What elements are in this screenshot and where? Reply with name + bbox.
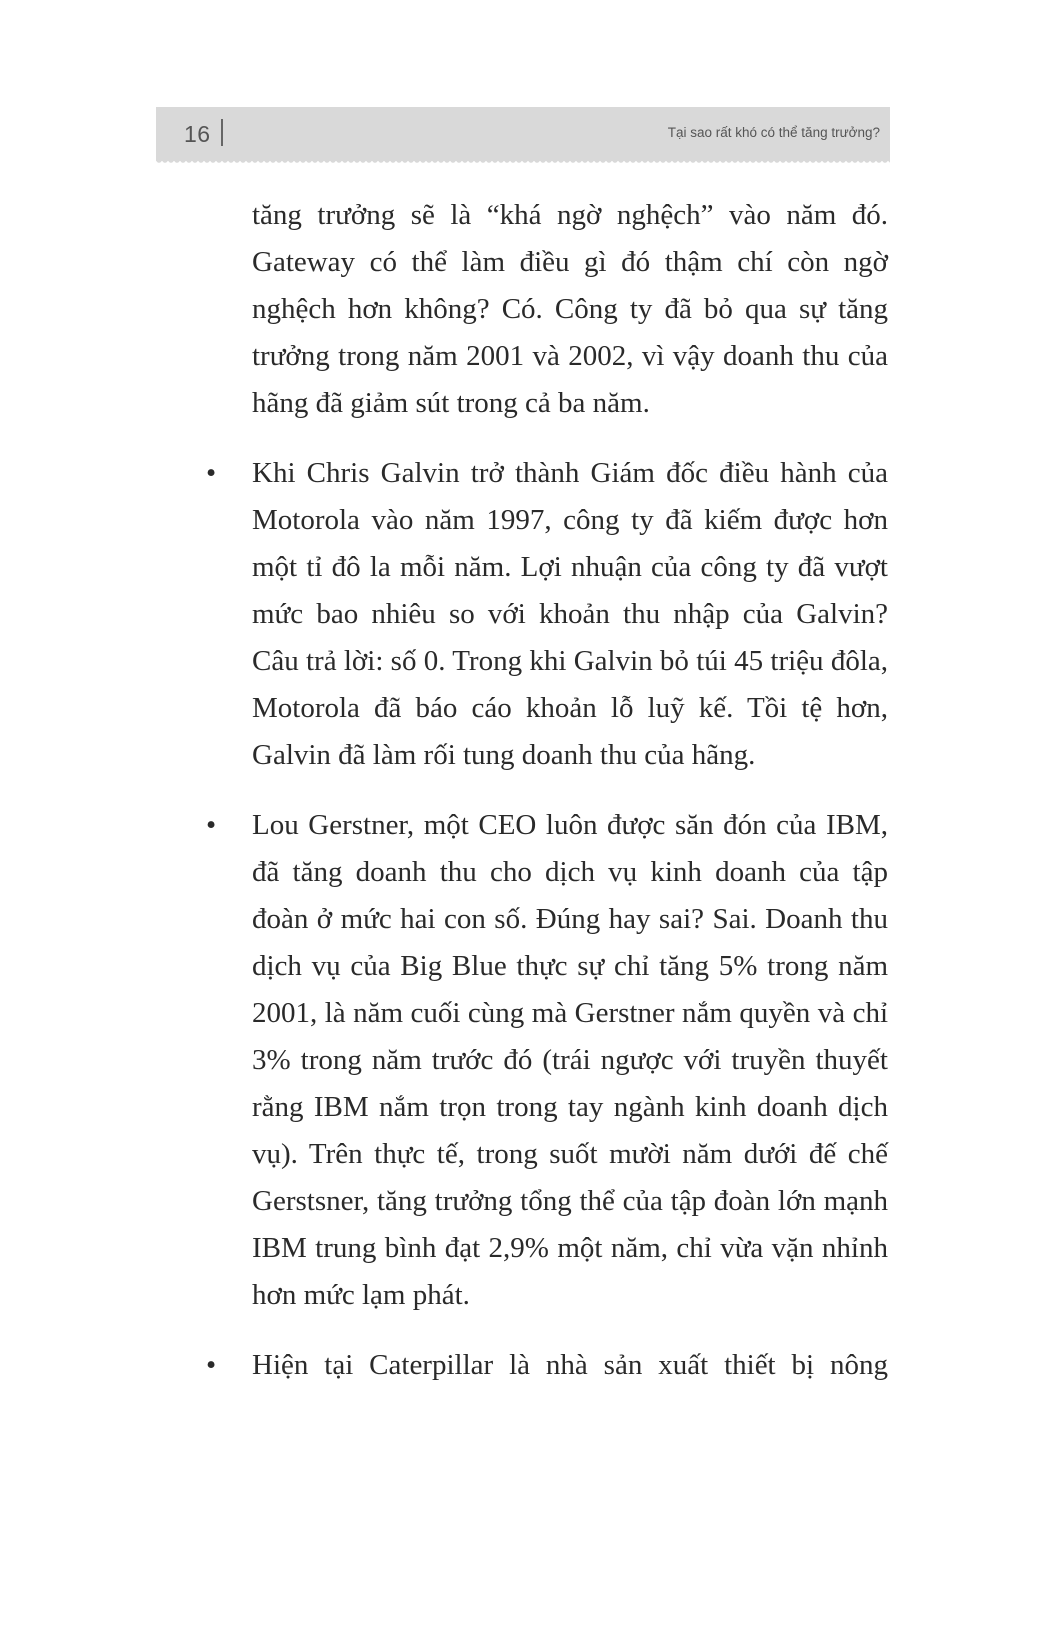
page-header xyxy=(156,107,890,161)
bullet-icon: • xyxy=(206,1349,217,1381)
bullet-item-motorola xyxy=(206,450,888,779)
bullet-text: Khi Chris Galvin trở thành Giám đốc điều hành của Motorola vào năm 1997, công ty đã kiếm được hơn một tỉ đô la mỗi năm. Lợi nhuận của công ty đã vượt mức bao nhiêu so với khoản thu nhập của Galvin? Câu trả lời: số 0. Trong khi Galvin bỏ túi 45 triệu đôla, Motorola đã báo cáo khoản lỗ luỹ kế. Tồi tệ hơn, Galvin đã làm rối tung doanh thu của hãng. xyxy=(252,457,888,771)
continuation-paragraph: tăng trưởng sẽ là “khá ngờ nghệch” vào năm đó. Gateway có thể làm điều gì đó thậm chí còn ngờ nghệch hơn không? Có. Công ty đã bỏ qua sự tăng trưởng trong năm 2001 và 2002, vì vậy doanh thu của hãng đã giảm sút trong cả ba năm. xyxy=(252,199,888,419)
bullet-icon: • xyxy=(206,457,217,489)
bullet-icon: • xyxy=(206,809,217,841)
bullet-text: Hiện tại Caterpillar là nhà sản xuất thiết bị nông xyxy=(252,1349,888,1381)
page-number: 16 xyxy=(184,121,211,147)
bullet-item-ibm xyxy=(206,802,888,1319)
header-divider xyxy=(221,119,223,146)
bullet-text: Lou Gerstner, một CEO luôn được săn đón của IBM, đã tăng doanh thu cho dịch vụ kinh doanh của tập đoàn ở mức hai con số. Đúng hay sai? Sai. Doanh thu dịch vụ của Big Blue thực sự chỉ tăng 5% trong năm 2001, là năm cuối cùng mà Gerstner nắm quyền và chỉ 3% trong năm trước đó (trái ngược với truyền thuyết rằng IBM nắm trọn trong tay ngành kinh doanh dịch vụ). Trên thực tế, trong suốt mười năm dưới đế chế Gerstsner, tăng trưởng tổng thể của tập đoàn lớn mạnh IBM trung bình đạt 2,9% một năm, chỉ vừa vặn nhỉnh hơn mức lạm phát. xyxy=(252,809,888,1311)
page-body xyxy=(206,192,888,1412)
running-title: Tại sao rất khó có thể tăng trưởng? xyxy=(667,125,880,140)
bullet-item-caterpillar xyxy=(206,1342,888,1389)
